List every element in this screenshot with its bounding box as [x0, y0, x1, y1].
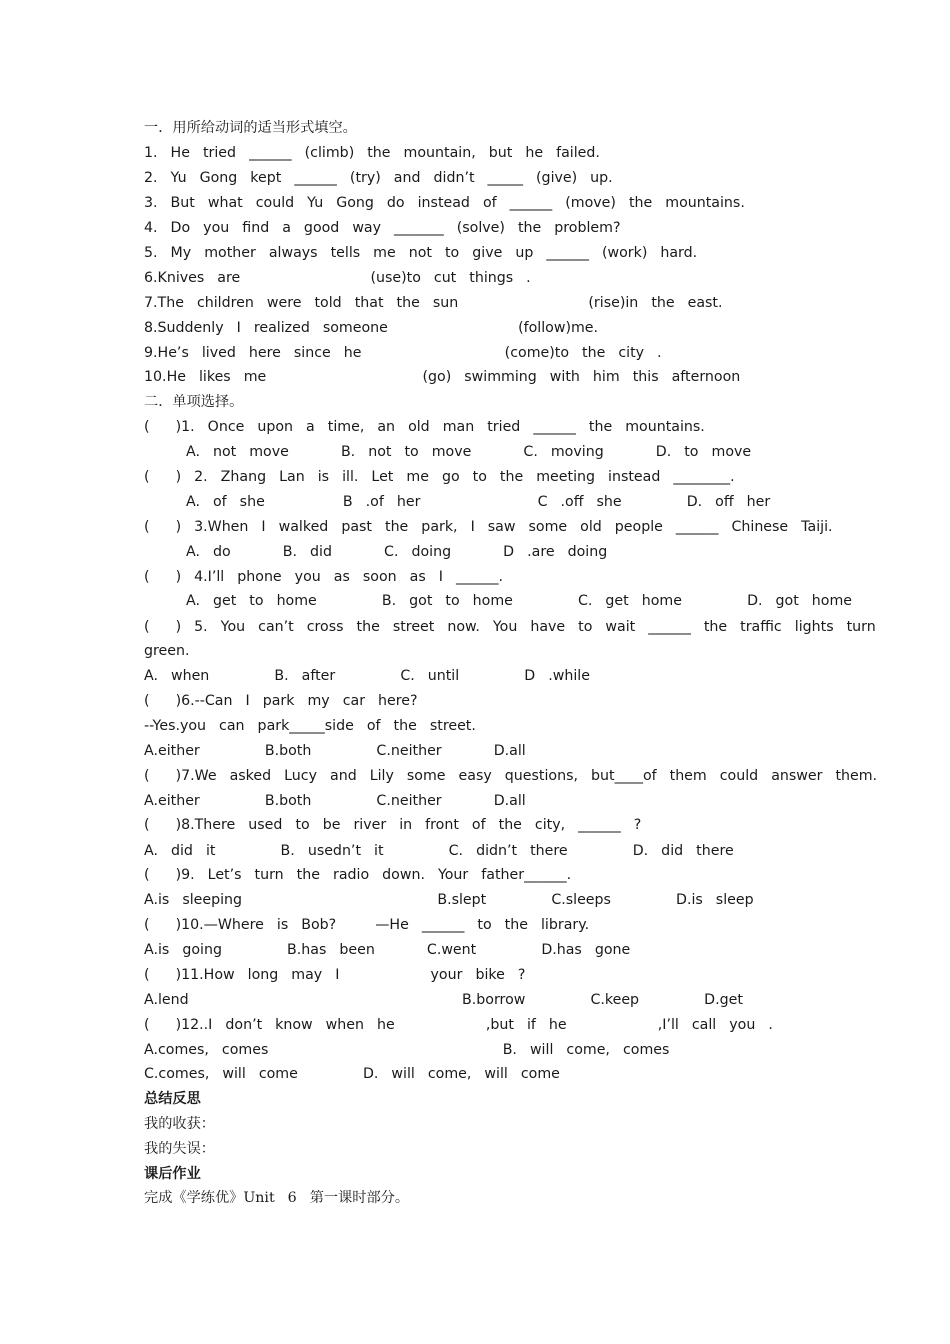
mc-question-2: ( ) 2. Zhang Lan is ill. Let me go to the meeting instead ________.: [144, 469, 735, 485]
mc-options-10: A.is going B.has been C.went D.has gone: [144, 942, 631, 958]
mc-question-7: ( )7.We asked Lucy and Lily some easy questions, but____of them could answer them.: [144, 768, 878, 784]
homework-heading: 课后作业: [144, 1166, 201, 1182]
mc-options-5: A. when B. after C. until D .while: [144, 668, 590, 684]
mc-question-6-reply: --Yes.you can park_____side of the street.: [144, 718, 476, 734]
fill-item-4: 4. Do you find a good way _______ (solve) the problem?: [144, 220, 621, 236]
fill-item-9: 9.He’s lived here since he (come)to the city .: [144, 345, 662, 361]
mc-question-4: ( ) 4.I’ll phone you as soon as I ______.: [144, 569, 504, 585]
fill-item-5: 5. My mother always tells me not to give up ______ (work) hard.: [144, 245, 698, 261]
mc-question-6: ( )6.--Can I park my car here?: [144, 693, 418, 709]
fill-item-3: 3. But what could Yu Gong do instead of ______ (move) the mountains.: [144, 195, 745, 211]
mc-options-1: A. not move B. not to move C. moving D. to move: [186, 444, 752, 460]
mc-question-5: ( ) 5. You can’t cross the street now. You have to wait ______ the traffic lights turn: [144, 619, 876, 635]
mc-options-2: A. of she B .of her C .off she D. off her: [186, 494, 771, 510]
mc-options-7: A.either B.both C.neither D.all: [144, 793, 526, 809]
mc-options-11: A.lend B.borrow C.keep D.get: [144, 992, 743, 1008]
mc-options-4: A. get to home B. got to home C. get home D. got home: [186, 593, 853, 609]
summary-gain: 我的收获：: [144, 1116, 215, 1132]
mc-question-1: ( )1. Once upon a time, an old man tried ______ the mountains.: [144, 419, 705, 435]
mc-question-12: ( )12..I don’t know when he ,but if he ,I’ll call you .: [144, 1017, 773, 1033]
fill-item-7: 7.The children were told that the sun (rise)in the east.: [144, 295, 723, 311]
fill-item-6: 6.Knives are (use)to cut things .: [144, 270, 531, 286]
mc-options-12b: C.comes, will come D. will come, will come: [144, 1066, 560, 1082]
mc-options-9: A.is sleeping B.slept C.sleeps D.is sleep: [144, 892, 754, 908]
mc-question-10: ( )10.—Where is Bob? —He ______ to the library.: [144, 917, 590, 933]
summary-mistake: 我的失误：: [144, 1141, 215, 1157]
mc-options-8: A. did it B. usedn’t it C. didn’t there D. did there: [144, 843, 734, 859]
fill-item-2: 2. Yu Gong kept ______ (try) and didn’t _____ (give) up.: [144, 170, 613, 186]
mc-question-3: ( ) 3.When I walked past the park, I saw some old people ______ Chinese Taiji.: [144, 519, 833, 535]
mc-question-8: ( )8.There used to be river in front of the city, ______ ?: [144, 817, 642, 833]
homework-text: 完成《学练优》Unit 6 第一课时部分。: [144, 1190, 410, 1206]
mc-options-12a: A.comes, comes B. will come, comes: [144, 1042, 670, 1058]
mc-question-5-cont: green.: [144, 643, 190, 659]
mc-options-6: A.either B.both C.neither D.all: [144, 743, 526, 759]
fill-item-10: 10.He likes me (go) swimming with him this afternoon: [144, 369, 741, 385]
summary-heading: 总结反思: [144, 1091, 201, 1107]
fill-item-8: 8.Suddenly I realized someone (follow)me.: [144, 320, 599, 336]
mc-question-9: ( )9. Let’s turn the radio down. Your father______.: [144, 867, 572, 883]
section2-heading: 二．单项选择。: [144, 394, 244, 410]
mc-question-11: ( )11.How long may I your bike ?: [144, 967, 526, 983]
section1-heading: 一．用所给动词的适当形式填空。: [144, 120, 357, 136]
fill-item-1: 1. He tried ______ (climb) the mountain, but he failed.: [144, 145, 600, 161]
mc-options-3: A. do B. did C. doing D .are doing: [186, 544, 608, 560]
